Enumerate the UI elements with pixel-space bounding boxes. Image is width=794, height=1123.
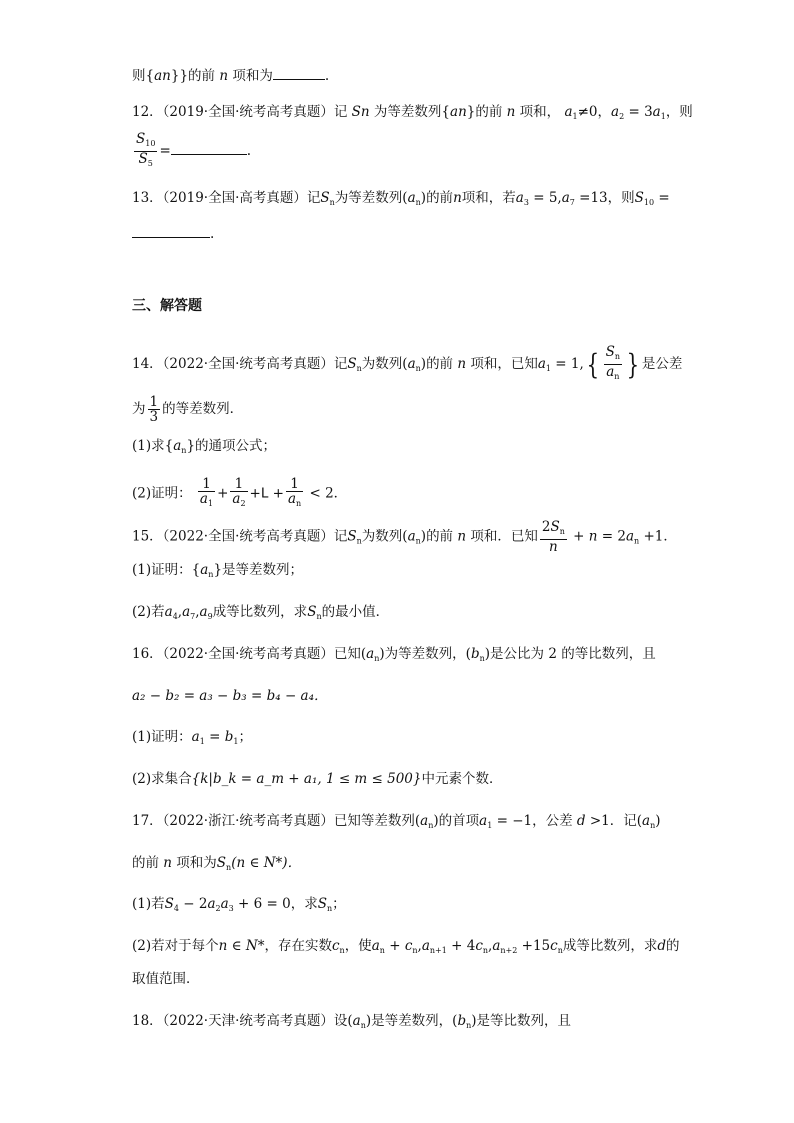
question-14-part2: (2)证明： $\frac{1}{a_1}$ + $\frac{1}{a_2}$ +L + $\frac{1}{a_n}$ < 2． — [132, 476, 348, 508]
line-prev-question-tail: 则{an}}的前 n 项和为 . — [132, 68, 330, 84]
question-16-line2: a₂ − b₂ = a₃ − b₃ = b₄ − a₄． — [132, 688, 328, 704]
question-12-answer: $\frac{S_{10}}{S_5}$ = . — [132, 132, 251, 171]
question-15-part1: (1)证明：$\{a_n\}$是等差数列； — [132, 562, 304, 579]
question-17-line2: 的前 n 项和为$S_n(n$ ∈ N*)． — [132, 855, 302, 872]
question-17-part1: (1)若$S_4 - 2a_2a_3 + 6 = 0$，求$S_n$； — [132, 896, 346, 913]
answer-blank[interactable] — [273, 67, 325, 80]
question-14-line2: 为 $\frac{1}{3}$ 的等差数列． — [132, 394, 244, 425]
question-17-part2-cont: 取值范围． — [132, 971, 200, 987]
question-17: 17．（2022·浙江·统考高考真题）已知等差数列$(a_n)$的首项$a_1 = -1$，公差 d >1．记$(a_n)$ — [132, 813, 661, 830]
question-16: 16．（2022·全国·统考高考真题）已知$(a_n)$为等差数列，$(b_n)$是公比为 2 的等比数列，且 — [132, 646, 656, 663]
question-13-answer: . — [132, 225, 214, 243]
question-14-part1: (1)求$\{a_n\}$的通项公式； — [132, 438, 277, 455]
question-15-part2: (2)若$a_4,a_7,a_9$成等比数列，求$S_n$的最小值． — [132, 604, 390, 621]
question-14: 14．（2022·全国·统考高考真题）记$S_n$为数列$(a_n)$的前 n 项和，已知$a_1 = 1$,{ $\frac{S_n}{a_n}$ } 是公差 — [132, 344, 683, 381]
section-heading: 三、解答题 — [132, 298, 202, 314]
question-16-part1: (1)证明：$a_1 = b_1$； — [132, 729, 252, 746]
fraction-s10-s5: $\frac{S_{10}}{S_5}$ — [136, 131, 156, 168]
question-12: 12．（2019·全国·统考高考真题）记 Sn 为等差数列{an}的前 n 项和， $a_1\ne 0$，$a_2 = 3a_1$，则 — [132, 104, 693, 121]
question-18: 18．（2022·天津·统考高考真题）设$(a_n)$是等差数列，$(b_n)$是等比数列，且 — [132, 1013, 572, 1030]
question-15: 15．（2022·全国·统考高考真题）记$S_n$为数列$(a_n)$的前 n 项和．已知 $\frac{2S_n}{n}$ + $n = 2a_n +1$． — [132, 519, 677, 555]
answer-blank[interactable] — [132, 225, 210, 238]
answer-blank[interactable] — [171, 142, 247, 155]
question-13: 13．（2019·全国·高考真题）记$S_n$为等差数列$(a_n)$的前n项和，若$a_3 = 5,a_7 =13$，则$S_{10}$ = — [132, 190, 670, 207]
question-17-part2: (2)若对于每个n ∈ N*，存在实数$c_n$，使$a_n + c_n,a_{n+1} + 4c_n,a_{n+2} +15c_n$成等比数列，求d的 — [132, 938, 680, 955]
question-16-part2: (2)求集合{k|b_k = a_m + a₁, 1 ≤ m ≤ 500}中元素个数． — [132, 771, 503, 787]
